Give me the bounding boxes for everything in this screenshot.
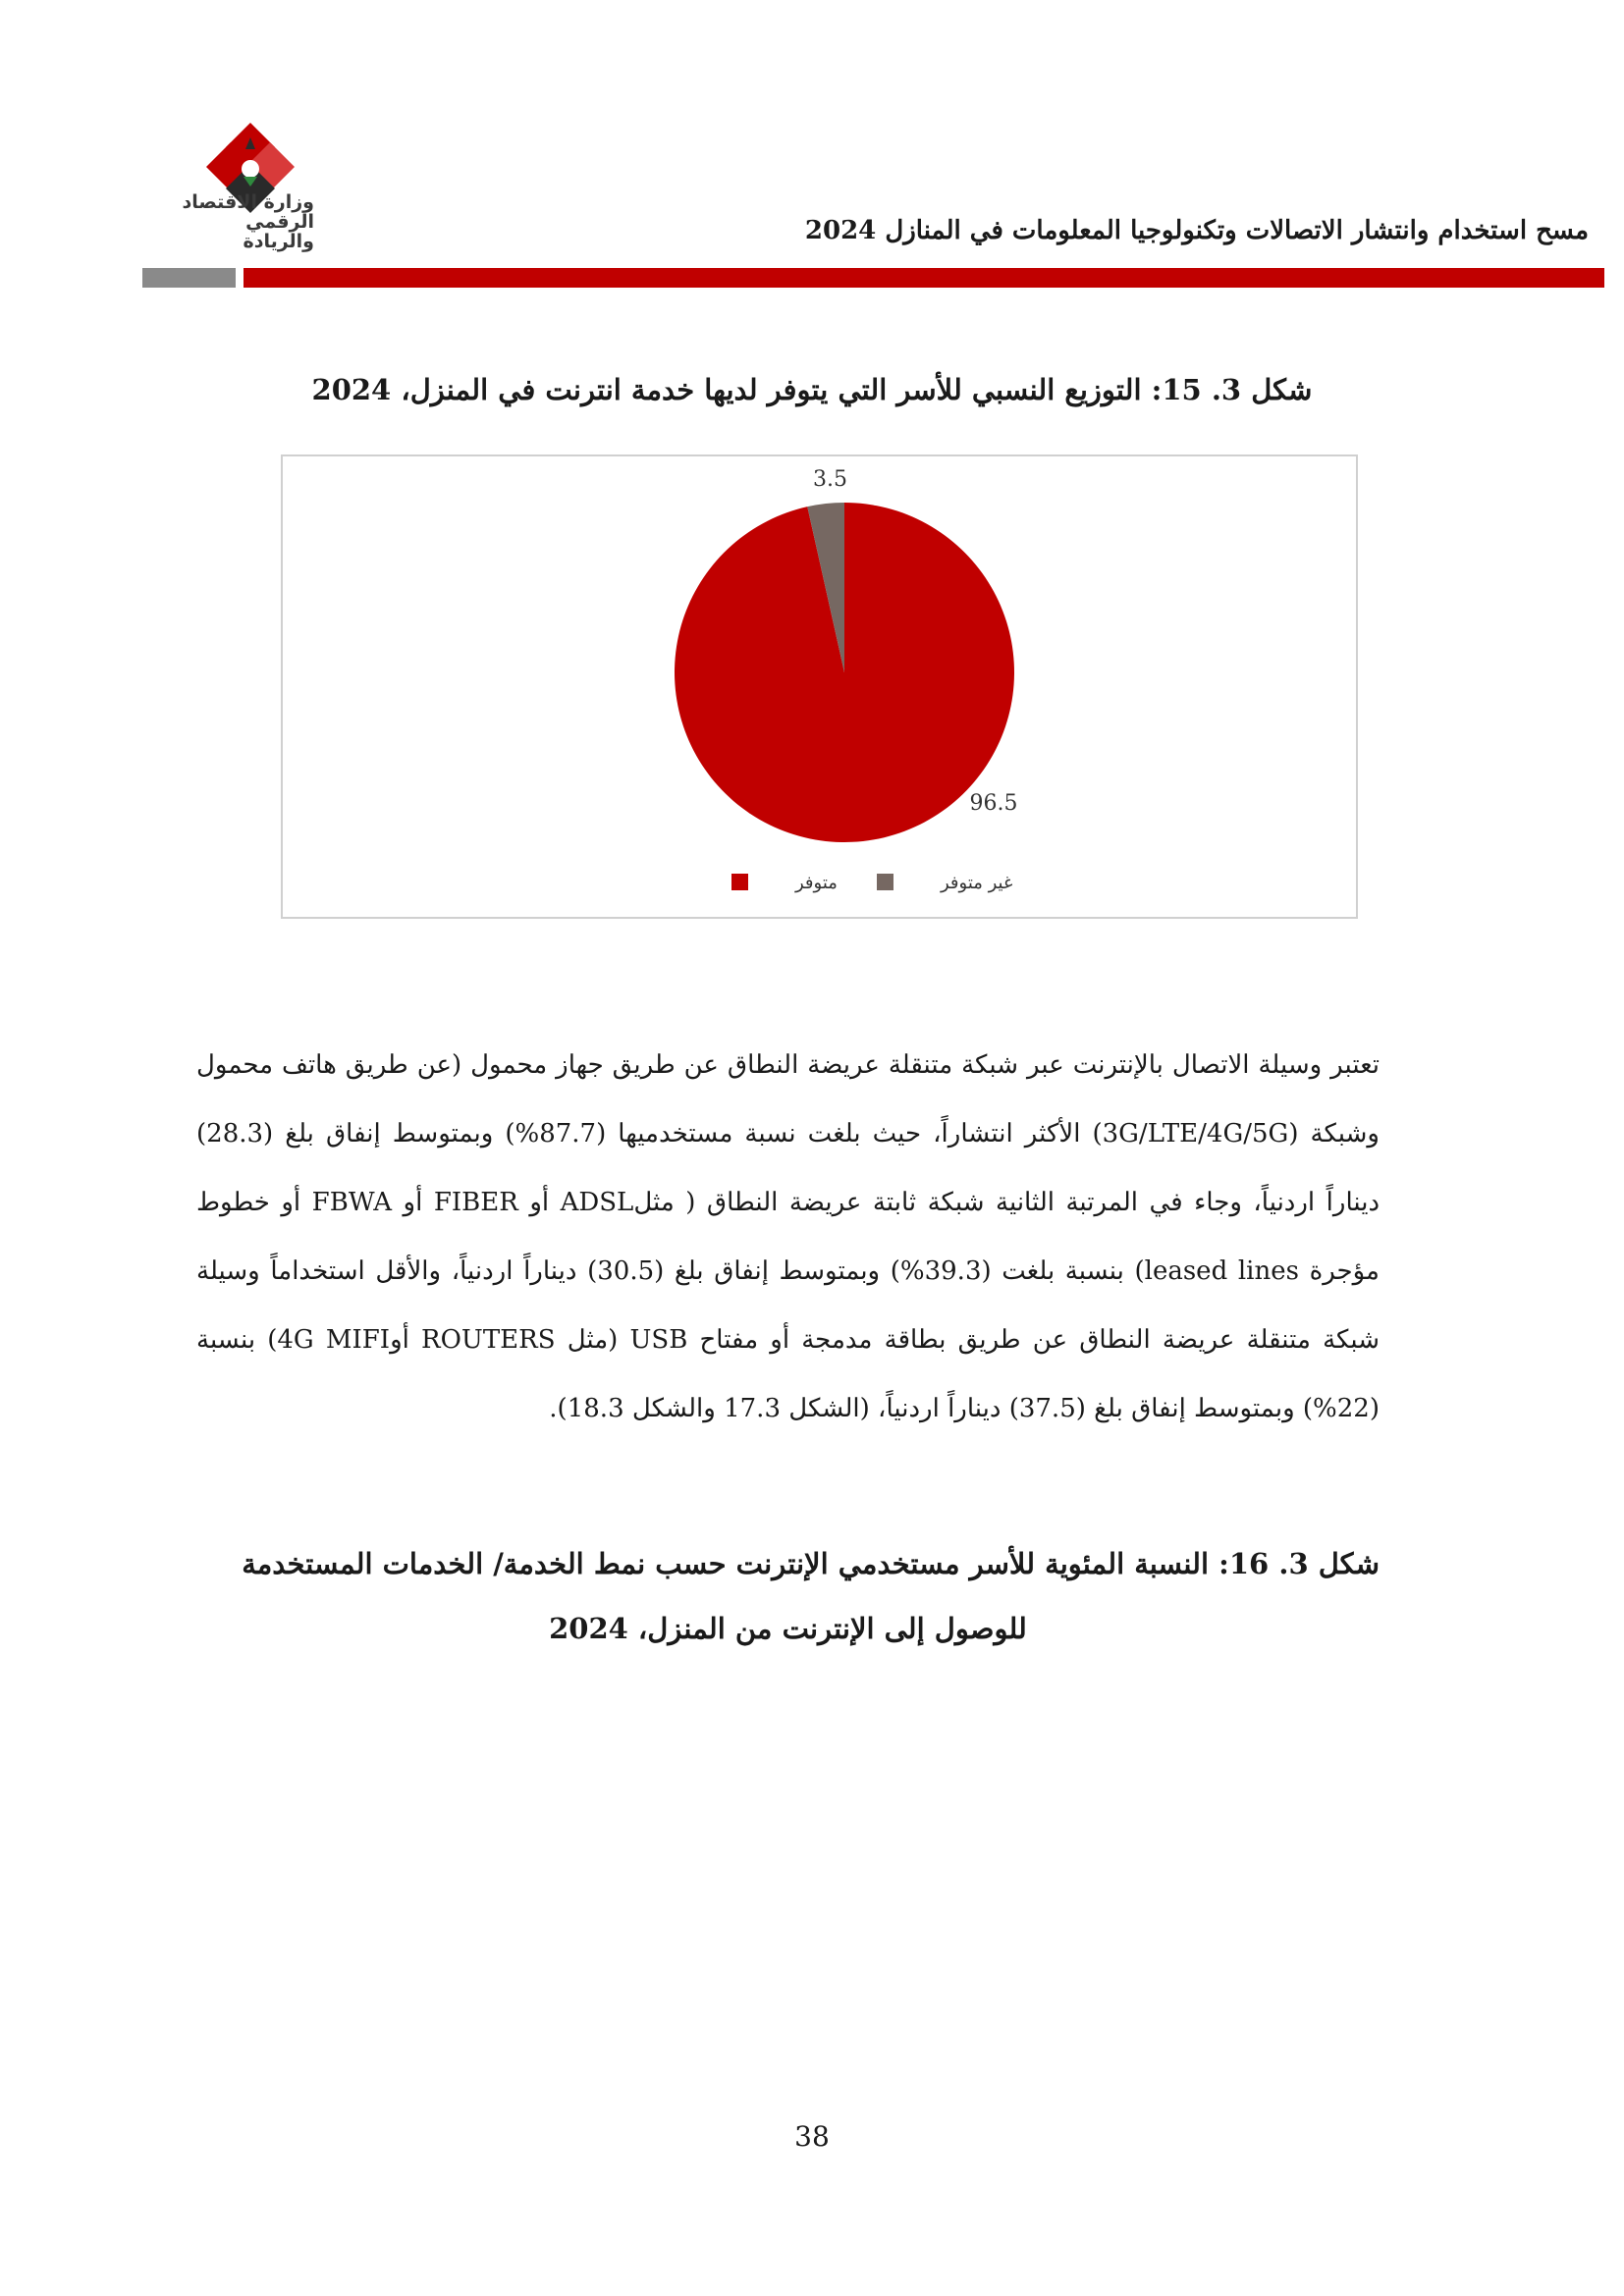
figure-16-title-line1: شكل 3. 16: النسبة المئوية للأسر مستخدمي الإنترنت حسب نمط الخدمة/ الخدمات المستخدمة: [242, 1547, 1380, 1580]
figure-16-title-line2: للوصول إلى الإنترنت من المنزل، 2024: [549, 1612, 1027, 1645]
pie-chart-svg: [283, 456, 1356, 917]
legend-swatch: [731, 874, 748, 890]
ministry-name-line1: وزارة الاقتصاد: [182, 191, 314, 213]
pie-data-label: 96.5: [969, 791, 1018, 816]
legend-label: غير متوفر: [941, 873, 1013, 893]
legend-label: متوفر: [795, 873, 838, 893]
header-rule-gray: [142, 268, 236, 288]
body-paragraph: تعتبر وسيلة الاتصال بالإنترنت عبر شبكة متنقلة عريضة النطاق عن طريق جهاز محمول (عن طريق هاتف محمول وشبكة (3G/LTE/4G/5G) الأكثر انتشاراً، حيث بلغت نسبة مستخدميها (87.7%) وبمتوسط إنفاق بلغ (28.3) ديناراً اردنياً، وجاء في المرتبة الثانية شبكة ثابتة عريضة النطاق ( مثلADSL أو FIBER أو FBWA أو خطوط مؤجرة leased lines) بنسبة بلغت (39.3%) وبمتوسط إنفاق بلغ (30.5) ديناراً اردنياً، والأقل استخداماً وسيلة شبكة متنقلة عريضة النطاق عن طريق بطاقة مدمجة أو مفتاح USB (مثل ROUTERS أو4G MIFI) بنسبة (22%) وبمتوسط إنفاق بلغ (37.5) ديناراً اردنياً، (الشكل 17.3 والشكل 18.3).: [196, 1050, 1380, 1423]
legend-swatch: [877, 874, 893, 890]
ministry-name: [182, 192, 314, 251]
page-number: 38: [794, 2120, 830, 2153]
figure-15-title: شكل 3. 15: التوزيع النسبي للأسر التي يتوفر لديها خدمة انترنت في المنزل، 2024: [311, 373, 1313, 406]
header-rule-red: [244, 268, 1604, 288]
survey-title: مسح استخدام وانتشار الاتصالات وتكنولوجيا المعلومات في المنازل 2024: [804, 216, 1589, 245]
pie-chart: [281, 454, 1358, 919]
figure-16-title: [196, 1531, 1380, 1661]
pie-data-label: 3.5: [813, 467, 847, 492]
ministry-name-line2: الرقمي والريادة: [243, 211, 314, 252]
